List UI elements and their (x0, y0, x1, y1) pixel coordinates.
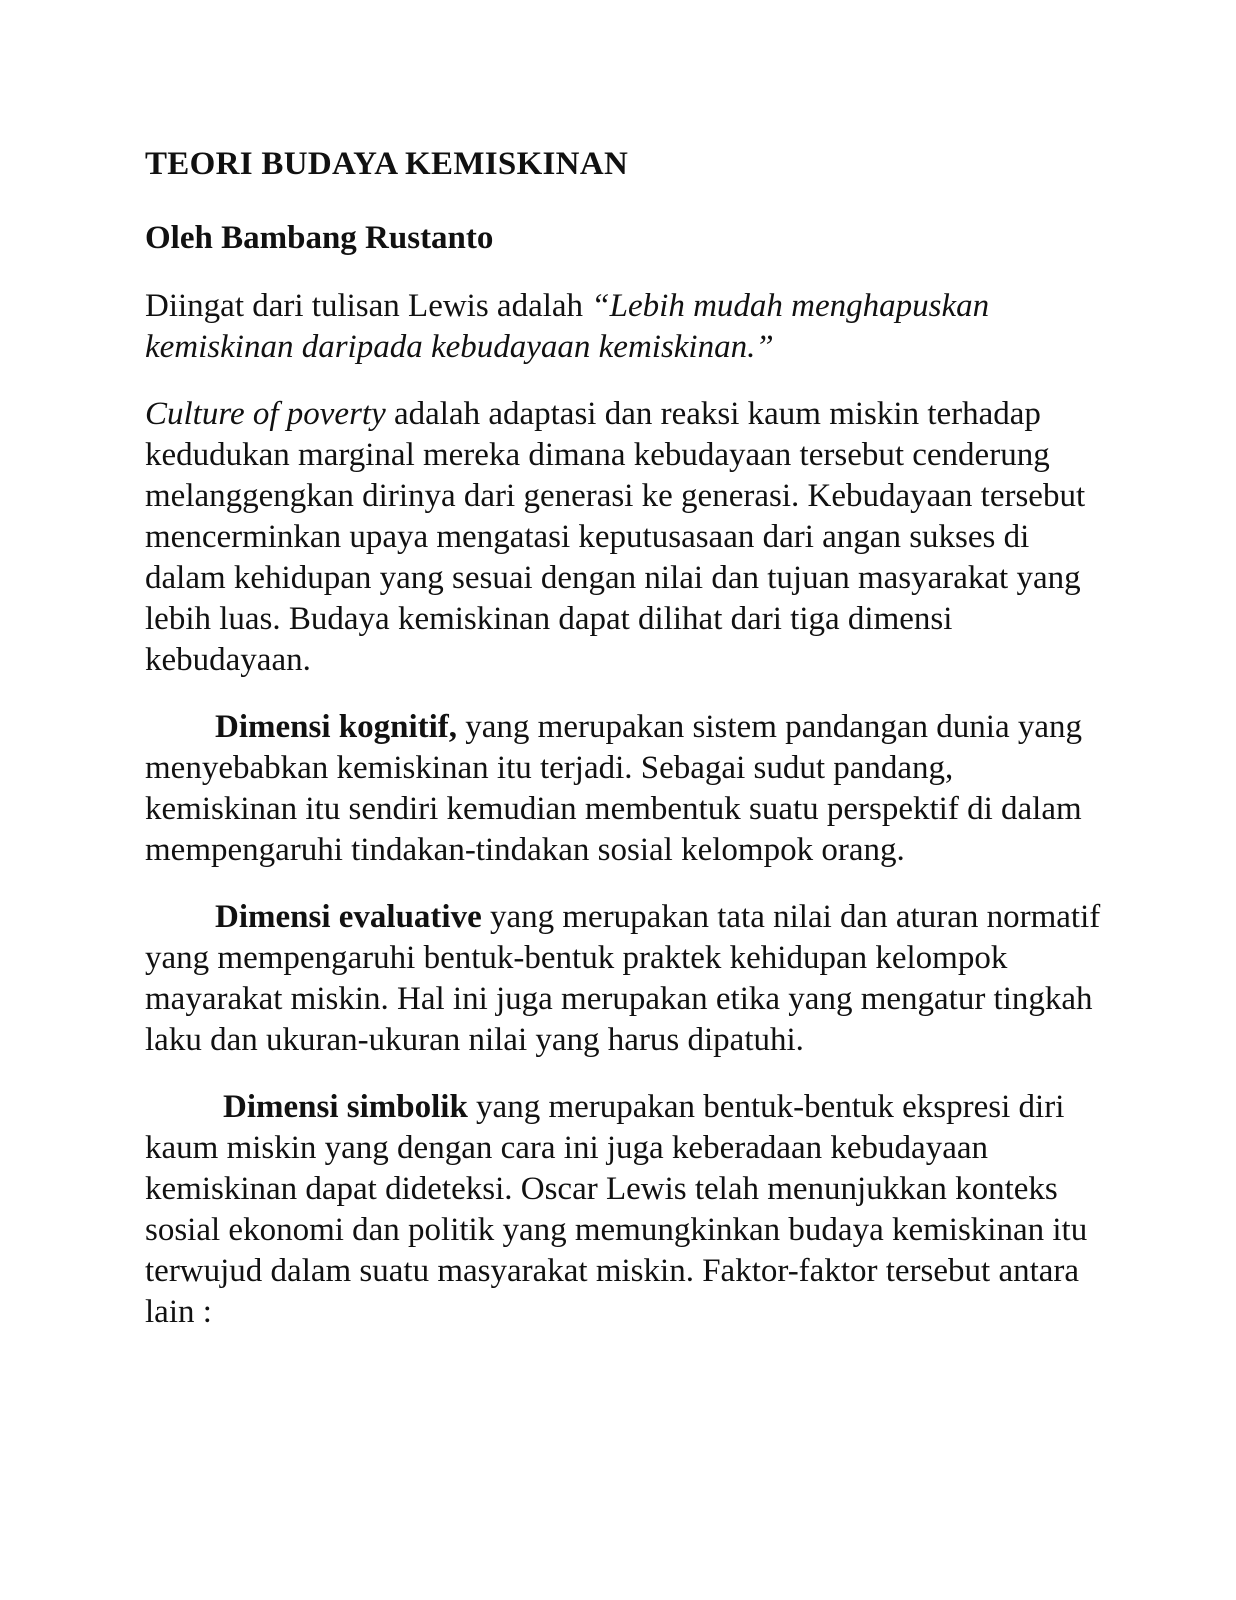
quote-intro: Diingat dari tulisan Lewis adalah (145, 288, 592, 324)
culture-term: Culture of poverty (145, 396, 386, 432)
document-page (145, 140, 1105, 1333)
dimension-cognitive-text: yang merupakan sistem pandangan dunia yang menyebabkan kemiskinan itu terjadi. Sebagai sudut pandang, kemiskinan itu sendiri kemudian membentuk suatu perspektif di dalam mempengaruhi tindakan-tindakan sosial kelompok orang. (145, 709, 1083, 868)
dimension-symbolic-text: yang merupakan bentuk-bentuk ekspresi diri kaum miskin yang dengan cara ini juga keberadaan kebudayaan kemiskinan dapat dideteksi. Oscar Lewis telah menunjukkan konteks sosial ekonomi dan politik yang memungkinkan budaya kemiskinan itu terwujud dalam suatu masyarakat miskin. Faktor-faktor tersebut antara lain : (145, 1089, 1088, 1330)
culture-text: adalah adaptasi dan reaksi kaum miskin terhadap kedudukan marginal mereka dimana kebudayaan tersebut cenderung melanggengkan dirinya dari generasi ke generasi. Kebudayaan tersebut mencerminkan upaya mengatasi keputusasaan dari angan sukses di dalam kehidupan yang sesuai dengan nilai dan tujuan masyarakat yang lebih luas. Budaya kemiskinan dapat dilihat dari tiga dimensi kebudayaan. (145, 396, 1086, 678)
dimension-cognitive-paragraph (145, 707, 1105, 871)
dimension-evaluative-text: yang merupakan tata nilai dan aturan normatif yang mempengaruhi bentuk-bentuk praktek kehidupan kelompok mayarakat miskin. Hal ini juga merupakan etika yang mengatur tingkah laku dan ukuran-ukuran nilai yang harus dipatuhi. (145, 899, 1101, 1058)
dimension-symbolic-paragraph (145, 1087, 1105, 1333)
dimension-evaluative-term: Dimensi evaluative (215, 899, 482, 935)
dimension-cognitive-term: Dimensi kognitif, (215, 709, 458, 745)
dimension-symbolic-term: Dimensi simbolik (223, 1089, 468, 1125)
dimension-evaluative-paragraph (145, 897, 1105, 1061)
culture-of-poverty-paragraph (145, 394, 1105, 681)
lewis-quote: “Lebih mudah menghapuskan kemiskinan daripada kebudayaan kemiskinan.” (145, 288, 990, 365)
document-title: TEORI BUDAYA KEMISKINAN (145, 146, 629, 182)
author-line: Oleh Bambang Rustanto (145, 220, 494, 256)
quote-paragraph (145, 286, 1105, 368)
